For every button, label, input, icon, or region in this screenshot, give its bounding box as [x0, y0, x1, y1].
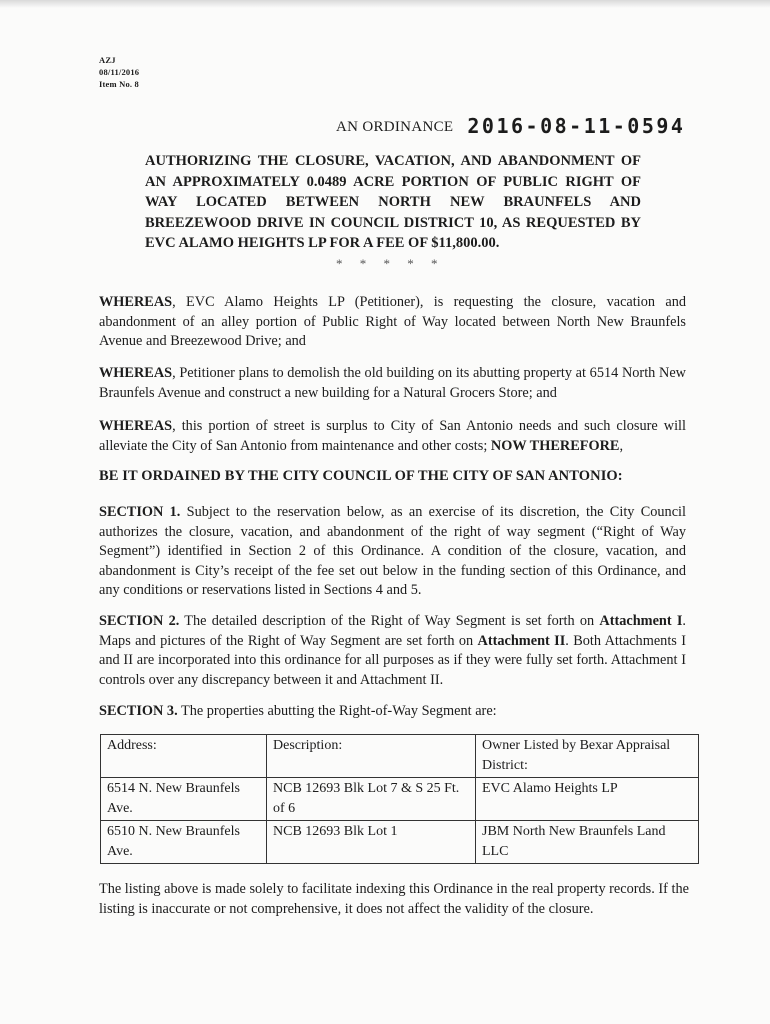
separator-stars: * * * * * [336, 256, 439, 271]
whereas-lead: WHEREAS [99, 365, 173, 381]
whereas-clause-2 [99, 364, 686, 403]
whereas-clause-3 [99, 417, 686, 456]
ordinance-number-stamp: 2016-08-11-0594 [467, 114, 686, 138]
ordinance-label: AN ORDINANCE [336, 119, 454, 135]
abutting-properties-table [100, 734, 699, 864]
whereas-clause-1 [99, 293, 686, 352]
table-header-cell: Address: [101, 735, 267, 778]
table-row [101, 821, 699, 864]
section-3 [99, 702, 686, 722]
initials: AZJ [99, 55, 116, 65]
whereas-text: , this portion of street is surplus to City of San Antonio needs and such closure will alleviate the City of San Antonio from maintenance and other costs; [99, 418, 686, 454]
section-1-heading: SECTION 1. [99, 504, 181, 520]
section-3-heading: SECTION 3. [99, 703, 178, 719]
section-1 [99, 503, 686, 601]
whereas-lead: WHEREAS [99, 294, 173, 310]
section-2-text: . Both Attachments I and II are incorporated into this ordinance for all purposes as if they were fully set forth. Attachment I controls over any discrepancy between it and Attachment II. [99, 632, 686, 688]
attachment-1-ref: Attachment I [599, 613, 683, 629]
whereas-text: , Petitioner plans to demolish the old building on its abutting property at 6514 North New Braunfels Avenue and construct a new building for a Natural Grocers Store; and [99, 365, 686, 401]
whereas-end: , [619, 437, 624, 454]
section-1-text: Subject to the reservation below, as an exercise of its discretion, the City Council authorizes the closure, vacation, and abandonment of the right of way segment (“Right of Way Segment”) identified in Section 2 of this Ordinance. A condition of the closure, vacation, and abandonment is City’s receipt of the fee set out below in the funding section of this Ordinance, and any conditions or reservations listed in Sections 4 and 5. [99, 504, 686, 598]
section-2-heading: SECTION 2. [99, 613, 180, 629]
table-cell: 6510 N. New Braunfels Ave. [101, 821, 267, 864]
now-therefore: NOW THEREFORE [490, 437, 620, 454]
section-2-text: The detailed description of the Right of Way Segment is set forth on [179, 613, 600, 629]
table-cell: EVC Alamo Heights LP [476, 778, 699, 821]
ordinance-title [336, 112, 685, 136]
header-date: 08/11/2016 [99, 67, 140, 77]
table-header-cell: Description: [267, 735, 476, 778]
attachment-2-ref: Attachment II [477, 632, 566, 649]
table-cell: 6514 N. New Braunfels Ave. [101, 778, 267, 821]
whereas-lead: WHEREAS [99, 418, 173, 434]
table-header-cell: Owner Listed by Bexar Appraisal District: [476, 735, 699, 778]
section-2 [99, 612, 686, 690]
table-cell: NCB 12693 Blk Lot 7 & S 25 Ft. of 6 [267, 778, 476, 821]
ordaining-clause: BE IT ORDAINED BY THE CITY COUNCIL OF THE CITY OF SAN ANTONIO: [99, 468, 623, 484]
table-cell: JBM North New Braunfels Land LLC [476, 821, 699, 864]
table-row [101, 778, 699, 821]
item-number: Item No. 8 [99, 79, 140, 89]
section-3-text: The properties abutting the Right-of-Way Segment are: [177, 703, 497, 719]
section-2-text: . Maps and pictures of the Right of Way Segment are set forth on [99, 613, 686, 649]
ordinance-caption: AUTHORIZING THE CLOSURE, VACATION, AND ABANDONMENT OF AN APPROXIMATELY 0.0489 ACRE PORTION OF PUBLIC RIGHT OF WAY LOCATED BETWEEN NORTH NEW BRAUNFELS AND BREEZEWOOD DRIVE IN COUNCIL DISTRICT 10, AS REQUESTED BY EVC ALAMO HEIGHTS LP FOR A FEE OF $11,800.00. [145, 153, 641, 251]
document-header [99, 54, 139, 90]
whereas-text: , EVC Alamo Heights LP (Petitioner), is requesting the closure, vacation and abandonment of an alley portion of Public Right of Way located between North New Braunfels Avenue and Breezewood Drive; and [99, 294, 686, 349]
scan-edge-shade [0, 0, 770, 8]
closing-paragraph: The listing above is made solely to facilitate indexing this Ordinance in the real property records. If the listing is inaccurate or not comprehensive, it does not affect the validity of the closure. [99, 881, 689, 917]
table-cell: NCB 12693 Blk Lot 1 [267, 821, 476, 864]
table-header-row [101, 735, 699, 778]
